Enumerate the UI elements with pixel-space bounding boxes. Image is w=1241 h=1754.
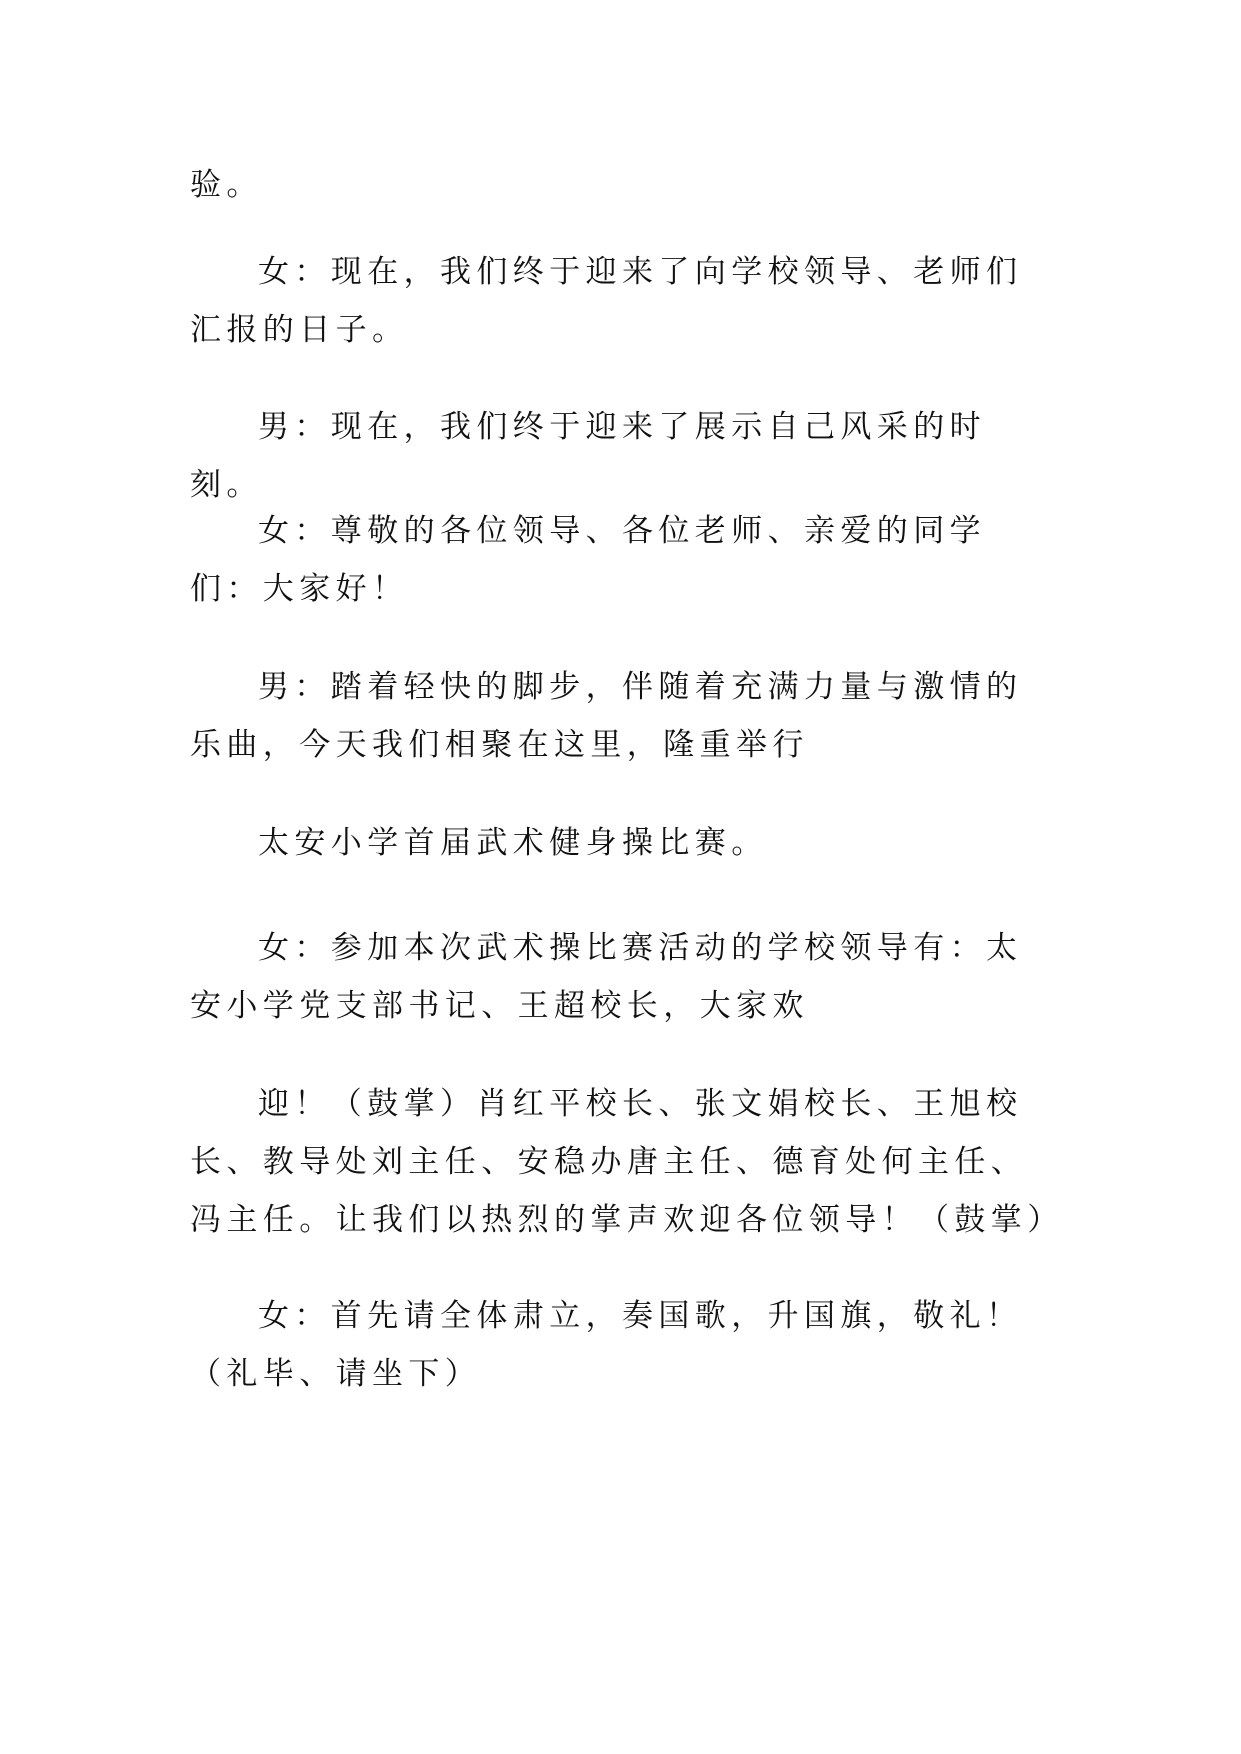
paragraph: 女：参加本次武术操比赛活动的学校领导有：太安小学党支部书记、王超校长，大家欢 <box>190 930 1023 1024</box>
paragraph: 太安小学首届武术健身操比赛。 <box>258 825 768 861</box>
paragraph: 男：踏着轻快的脚步，伴随着充满力量与激情的乐曲，今天我们相聚在这里，隆重举行 <box>190 669 1023 763</box>
paragraph: 男：现在，我们终于迎来了展示自己风采的时刻。 <box>190 409 986 503</box>
paragraph: 验。 <box>190 167 263 203</box>
paragraph: 女：现在，我们终于迎来了向学校领导、老师们汇报的日子。 <box>190 254 1023 348</box>
paragraph: 女：尊敬的各位领导、各位老师、亲爱的同学们：大家好！ <box>190 513 986 607</box>
paragraph: 迎！（鼓掌）肖红平校长、张文娟校长、王旭校长、教导处刘主任、安稳办唐主任、德育处何主任、冯主任。让我们以热烈的掌声欢迎各位领导！（鼓掌） <box>190 1086 1064 1238</box>
paragraph: 女：首先请全体肃立，奏国歌，升国旗，敬礼！（礼毕、请坐下） <box>190 1298 1023 1392</box>
